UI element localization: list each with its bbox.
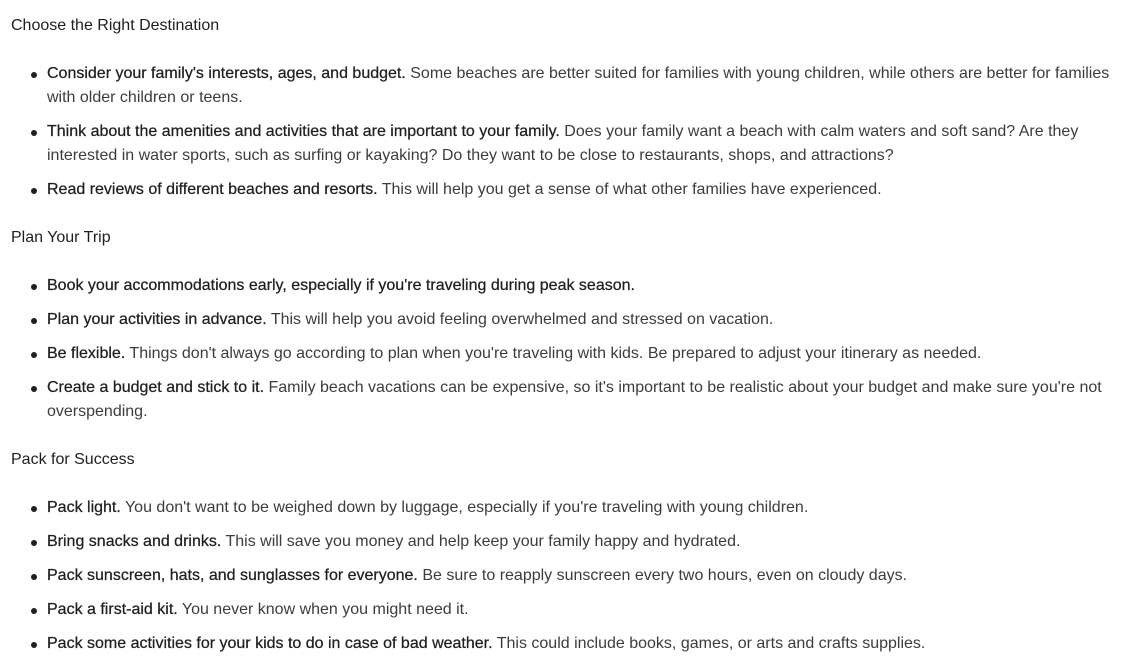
item-text: Be sure to reapply sunscreen every two hours, even on cloudy days. <box>417 567 908 584</box>
section-pack-success <box>11 448 1117 656</box>
item-text: This could include books, games, or arts and crafts supplies. <box>492 635 926 652</box>
item-text: This will help you avoid feeling overwhelmed and stressed on vacation. <box>266 311 774 328</box>
item-lead: Pack light. <box>47 499 121 516</box>
item-text: Family beach vacations can be expensive, so it's important to be realistic about your budget and make sure you're not overspending. <box>47 379 1102 420</box>
item-lead: Pack sunscreen, hats, and sunglasses for everyone. <box>47 567 418 584</box>
item-lead: Bring snacks and drinks. <box>47 533 222 550</box>
list-item <box>47 632 1117 656</box>
list-item <box>47 598 1117 622</box>
list-item <box>47 376 1117 424</box>
bullet-list <box>11 62 1117 202</box>
item-lead: Think about the amenities and activities that are important to your family. <box>47 123 560 140</box>
section-choose-destination <box>11 14 1117 202</box>
item-lead: Pack some activities for your kids to do in case of bad weather. <box>47 635 493 652</box>
bullet-list <box>11 496 1117 656</box>
item-text: You never know when you might need it. <box>177 601 469 618</box>
item-text: Does your family want a beach with calm waters and soft sand? Are they interested in water sports, such as surfing or kayaking? Do they want to be close to restaurants, shops, and attractions? <box>47 123 1079 164</box>
list-item <box>47 530 1117 554</box>
item-lead: Book your accommodations early, especially if you're traveling during peak season. <box>47 277 635 294</box>
section-heading: Plan Your Trip <box>11 229 111 246</box>
item-text: Some beaches are better suited for families with young children, while others are better for families with older children or teens. <box>47 65 1110 106</box>
list-item <box>47 496 1117 520</box>
list-item <box>47 308 1117 332</box>
item-text: You don't want to be weighed down by luggage, especially if you're traveling with young children. <box>120 499 809 516</box>
list-item <box>47 62 1117 110</box>
bullet-list <box>11 274 1117 424</box>
item-lead: Consider your family's interests, ages, and budget. <box>47 65 406 82</box>
list-item <box>47 342 1117 366</box>
item-lead: Pack a first-aid kit. <box>47 601 178 618</box>
item-lead: Read reviews of different beaches and resorts. <box>47 181 378 198</box>
item-text: This will help you get a sense of what other families have experienced. <box>377 181 882 198</box>
item-text: Things don't always go according to plan when you're traveling with kids. Be prepared to adjust your itinerary as needed. <box>125 345 982 362</box>
list-item <box>47 274 1117 298</box>
list-item <box>47 564 1117 588</box>
section-heading: Pack for Success <box>11 451 135 468</box>
item-lead: Create a budget and stick to it. <box>47 379 265 396</box>
item-text: This will save you money and help keep your family happy and hydrated. <box>221 533 741 550</box>
section-heading: Choose the Right Destination <box>11 17 220 34</box>
item-lead: Plan your activities in advance. <box>47 311 267 328</box>
item-lead: Be flexible. <box>47 345 126 362</box>
list-item <box>47 178 1117 202</box>
section-plan-trip <box>11 226 1117 424</box>
list-item <box>47 120 1117 168</box>
